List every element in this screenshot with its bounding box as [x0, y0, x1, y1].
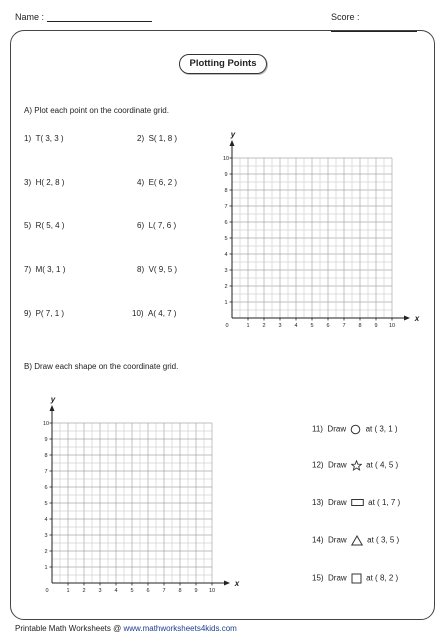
item-draw-label: Draw [328, 573, 347, 583]
grid-a-x-arrow [404, 316, 410, 321]
grid-b-x-tick-label: 6 [146, 588, 150, 594]
grid-a-x-tick-label: 2 [262, 323, 266, 329]
item-number: 7) [24, 265, 32, 274]
grid-b-y-tick-label: 2 [44, 549, 48, 555]
grid-a-y-tick-label: 5 [224, 236, 228, 242]
grid-b-y-tick-label: 9 [44, 437, 48, 443]
item-number: 6) [137, 221, 145, 230]
grid-b-y-tick-label: 8 [44, 453, 48, 459]
item-number: 1) [24, 134, 32, 143]
grid-a-x-tick-label: 10 [388, 323, 396, 329]
item-point: A( 4, 7 ) [148, 309, 177, 318]
item-draw-label: Draw [328, 498, 347, 507]
item-point: S( 1, 8 ) [148, 134, 178, 143]
item-coordinate: at ( 8, 2 ) [366, 573, 399, 583]
item-point: V( 9, 5 ) [148, 265, 178, 274]
item-coordinate: at ( 3, 1 ) [365, 424, 398, 434]
grid-b-y-tick-label: 7 [44, 469, 48, 475]
item-number: 9) [24, 309, 32, 318]
grid-b-y-axis-label: y [50, 395, 56, 404]
grid-b-x-tick-label: 3 [98, 588, 102, 594]
grid-a-origin-label: 0 [225, 323, 229, 329]
grid-b-y-tick-label: 4 [44, 517, 48, 523]
grid-a-x-tick-label: 1 [246, 323, 250, 329]
grid-b-x-tick-label: 5 [130, 588, 134, 594]
item-point: T( 3, 3 ) [35, 134, 64, 143]
grid-a-y-tick-label: 2 [224, 284, 228, 290]
item-draw-label: Draw [328, 460, 347, 470]
grid-b-x-tick-label: 7 [162, 588, 166, 594]
item-point: H( 2, 8 ) [35, 178, 65, 187]
grid-b-y-arrow [50, 405, 55, 411]
grid-a-x-tick-label: 7 [342, 323, 346, 329]
item-number: 4) [137, 178, 145, 187]
score-label: Score : [331, 12, 360, 22]
grid-a-x-tick-label: 6 [326, 323, 330, 329]
grid-b-y-tick-label: 1 [44, 565, 48, 571]
item-coordinate: at ( 1, 7 ) [368, 498, 401, 507]
item-number: 13) [312, 498, 324, 507]
grid-a-y-axis-label: y [230, 130, 236, 139]
grid-a-x-tick-label: 4 [294, 323, 298, 329]
item-number: 2) [137, 134, 145, 143]
section-b-instruction: B) Draw each shape on the coordinate grid. [24, 362, 179, 371]
grid-b-x-axis-label: x [234, 579, 240, 588]
grid-b-y-tick-label: 10 [42, 421, 50, 427]
footer [15, 624, 237, 633]
grid-a-x-tick-label: 8 [358, 323, 362, 329]
item-draw-label: Draw [327, 424, 347, 434]
item-number: 5) [24, 221, 32, 230]
grid-a-y-tick-label: 8 [224, 188, 228, 194]
grid-b-x-tick-label: 9 [194, 588, 198, 594]
item-number: 14) [312, 535, 324, 545]
item-number: 15) [312, 573, 324, 583]
grid-a-y-arrow [230, 140, 235, 146]
grid-a-y-tick-label: 7 [224, 204, 228, 210]
grid-a-y-tick-label: 4 [224, 252, 228, 258]
grid-a-y-tick-label: 6 [224, 220, 228, 226]
grid-b-x-tick-label: 1 [66, 588, 70, 594]
item-number: 11) [312, 424, 323, 434]
grid-b-y-tick-label: 5 [44, 501, 48, 507]
grid-b-y-tick-label: 3 [44, 533, 48, 539]
item-coordinate: at ( 3, 5 ) [367, 535, 400, 545]
grid-a-x-tick-label: 5 [310, 323, 314, 329]
footer-prefix: Printable Math Worksheets @ [15, 624, 124, 633]
grid-b-y-tick-label: 6 [44, 485, 48, 491]
grid-a-y-tick-label: 1 [224, 300, 228, 306]
item-number: 3) [24, 178, 32, 187]
grid-a-y-tick-label: 9 [224, 172, 228, 178]
grid-a-x-tick-label: 3 [278, 323, 282, 329]
item-coordinate: at ( 4, 5 ) [366, 460, 399, 470]
grid-a-x-tick-label: 9 [374, 323, 378, 329]
grid-b-x-tick-label: 8 [178, 588, 182, 594]
grid-b-x-tick-label: 2 [82, 588, 86, 594]
item-number: 12) [312, 460, 324, 470]
item-point: R( 5, 4 ) [35, 221, 65, 230]
item-point: E( 6, 2 ) [148, 178, 178, 187]
item-draw-label: Draw [328, 535, 347, 545]
item-number: 10) [132, 309, 144, 318]
page-title: Plotting Points [179, 54, 267, 74]
grid-a-y-tick-label: 3 [224, 268, 228, 274]
item-number: 8) [137, 265, 145, 274]
grid-b-x-tick-label: 4 [114, 588, 118, 594]
grid-a-x-axis-label: x [414, 314, 420, 323]
grid-b-origin-label: 0 [45, 588, 49, 594]
footer-link[interactable]: www.mathworksheets4kids.com [123, 624, 237, 633]
section-a-instruction: A) Plot each point on the coordinate grid. [24, 106, 169, 115]
grid-b-x-tick-label: 10 [208, 588, 216, 594]
item-point: P( 7, 1 ) [35, 309, 65, 318]
item-point: M( 3, 1 ) [35, 265, 66, 274]
grid-a-y-tick-label: 10 [222, 156, 230, 162]
name-label: Name : [15, 12, 45, 22]
grid-b-x-arrow [224, 581, 230, 586]
item-point: L( 7, 6 ) [148, 221, 177, 230]
